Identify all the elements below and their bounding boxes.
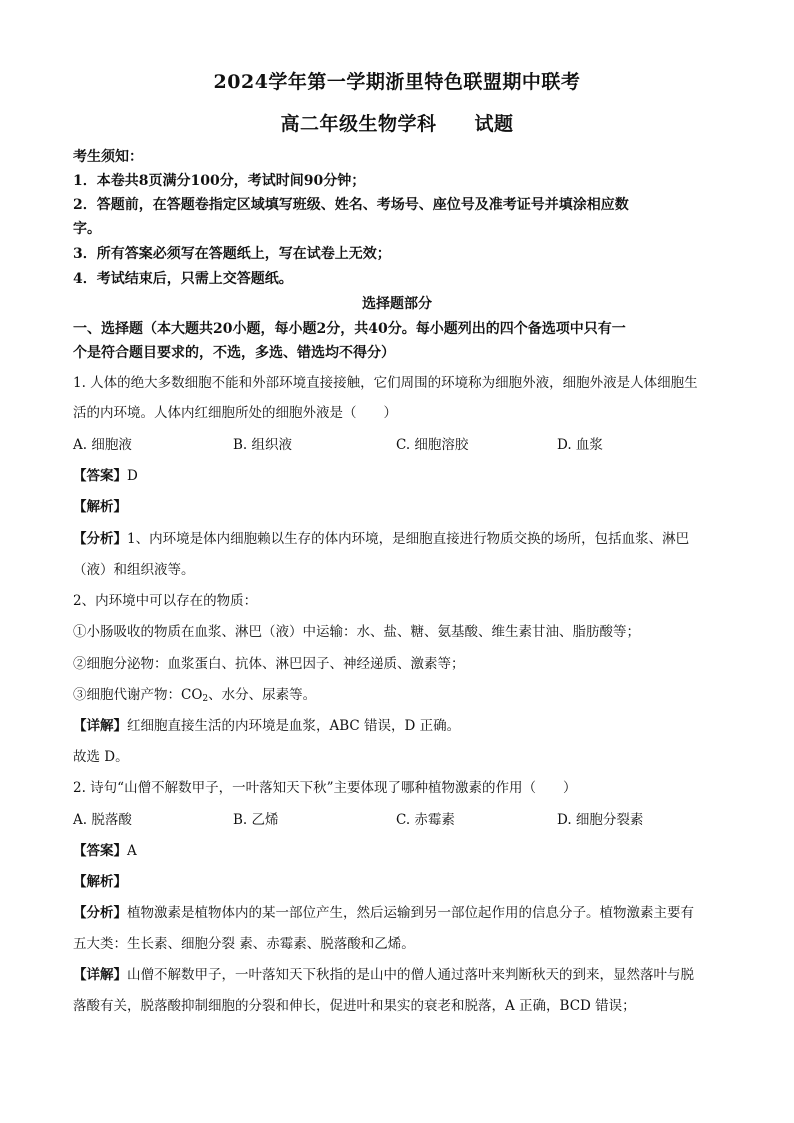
- exam-title: 2024学年第一学期浙里特色联盟期中联考: [213, 71, 581, 93]
- q1-point-2b: ②细胞分泌物：血浆蛋白、抗体、淋巴因子、神经递质、激素等；: [73, 656, 465, 672]
- q2-xiangjie-2: 落酸有关，脱落酸抑制细胞的分裂和伸长，促进叶和果实的衰老和脱落，A 正确，BCD 错误；: [73, 998, 636, 1014]
- q1-xiangjie-text: 红细胞直接生活的内环境是血浆，ABC 错误，D 正确。: [127, 718, 461, 734]
- q2-fenxi-text-1: 植物激素是植物体内的某一部位产生，然后运输到另一部位起作用的信息分子。植物激素主要有: [127, 905, 694, 921]
- q2-analysis-tag: 【解析】: [73, 874, 127, 890]
- q1-fenxi-tag: 【分析】: [73, 531, 127, 547]
- q1-option-d: D. 血浆: [557, 437, 603, 453]
- q2-xiangjie-1: [73, 966, 694, 984]
- q1-fenxi-2: （液）和组织液等。: [73, 562, 195, 578]
- q1-point-2a: ①小肠吸收的物质在血浆、淋巴（液）中运输：水、盐、糖、氨基酸、维生素甘油、脂肪酸等；: [73, 624, 640, 640]
- q1-point-2: 2、内环境中可以存在的物质：: [73, 593, 258, 609]
- notice-item-1: 1．本卷共8页满分100分，考试时间90分钟；: [73, 173, 366, 189]
- section-instruction-1: 一、选择题（本大题共20小题，每小题2分，共40分。每小题列出的四个备选项中只有一: [73, 321, 626, 337]
- q1-analysis-tag: 【解析】: [73, 499, 127, 515]
- q1-point-2c-pre: ③细胞代谢产物：CO: [73, 687, 203, 703]
- q2-fenxi-1: [73, 904, 694, 922]
- q1-option-b: B. 组织液: [233, 437, 293, 453]
- q2-option-d: D. 细胞分裂素: [557, 812, 644, 828]
- q2-answer-tag: 【答案】: [73, 843, 127, 859]
- q1-point-2c-sub: 2: [202, 694, 209, 704]
- q1-answer: [73, 467, 138, 485]
- q1-xiangjie: [73, 717, 460, 735]
- q2-option-c: C. 赤霉素: [396, 812, 455, 828]
- q1-option-c: C. 细胞溶胶: [396, 437, 469, 453]
- notice-item-3: 3．所有答案必须写在答题纸上，写在试卷上无效；: [73, 246, 391, 262]
- notice-item-2-cont: 字。: [73, 221, 101, 237]
- q1-xiangjie-tag: 【详解】: [73, 718, 127, 734]
- q2-stem: 2. 诗句“山僧不解数甲子，一叶落知天下秋”主要体现了哪种植物激素的作用（ ）: [73, 780, 577, 796]
- section-title: 选择题部分: [362, 296, 432, 312]
- q2-fenxi-tag: 【分析】: [73, 905, 127, 921]
- notice-item-4: 4．考试结束后，只需上交答题纸。: [73, 271, 293, 287]
- q2-option-b: B. 乙烯: [233, 812, 279, 828]
- q1-point-2c-post: 、水分、尿素等。: [208, 687, 317, 703]
- q2-xiangjie-tag: 【详解】: [73, 967, 127, 983]
- q1-fenxi-text-1: 1、内环境是体内细胞赖以生存的体内环境，是细胞直接进行物质交换的场所，包括血浆、淋巴: [127, 531, 690, 547]
- q1-conclusion: 故选 D。: [73, 749, 129, 765]
- q2-option-a: A. 脱落酸: [73, 812, 132, 828]
- q2-answer-value: A: [127, 843, 137, 859]
- notice-item-2: 2．答题前，在答题卷指定区域填写班级、姓名、考场号、座位号及准考证号并填涂相应数: [73, 197, 629, 213]
- q1-answer-tag: 【答案】: [73, 468, 127, 484]
- section-instruction-2: 个是符合题目要求的，不选，多选、错选均不得分）: [73, 345, 395, 361]
- subtitle-subject: 高二年级生物学科: [280, 113, 437, 135]
- exam-subtitle: [0, 115, 794, 133]
- q1-option-a: A. 细胞液: [73, 437, 132, 453]
- q1-answer-value: D: [127, 468, 138, 484]
- q1-point-2c: [73, 686, 316, 708]
- q2-xiangjie-text-1: 山僧不解数甲子，一叶落知天下秋指的是山中的僧人通过落叶来判断秋天的到来，显然落叶与脱: [127, 967, 694, 983]
- q2-answer: [73, 842, 137, 860]
- q1-stem-2: 活的内环境。人体内红细胞所处的细胞外液是（ ）: [73, 405, 397, 421]
- subtitle-test: 试题: [474, 113, 514, 135]
- q2-fenxi-2: 五大类：生长素、细胞分裂 素、赤霉素、脱落酸和乙烯。: [73, 936, 415, 952]
- q1-stem-1: 1. 人体的绝大多数细胞不能和外部环境直接接触，它们周围的环境称为细胞外液，细胞外液是人体细胞生: [73, 375, 698, 391]
- q1-fenxi-1: [73, 530, 689, 548]
- notice-heading: 考生须知：: [73, 149, 143, 165]
